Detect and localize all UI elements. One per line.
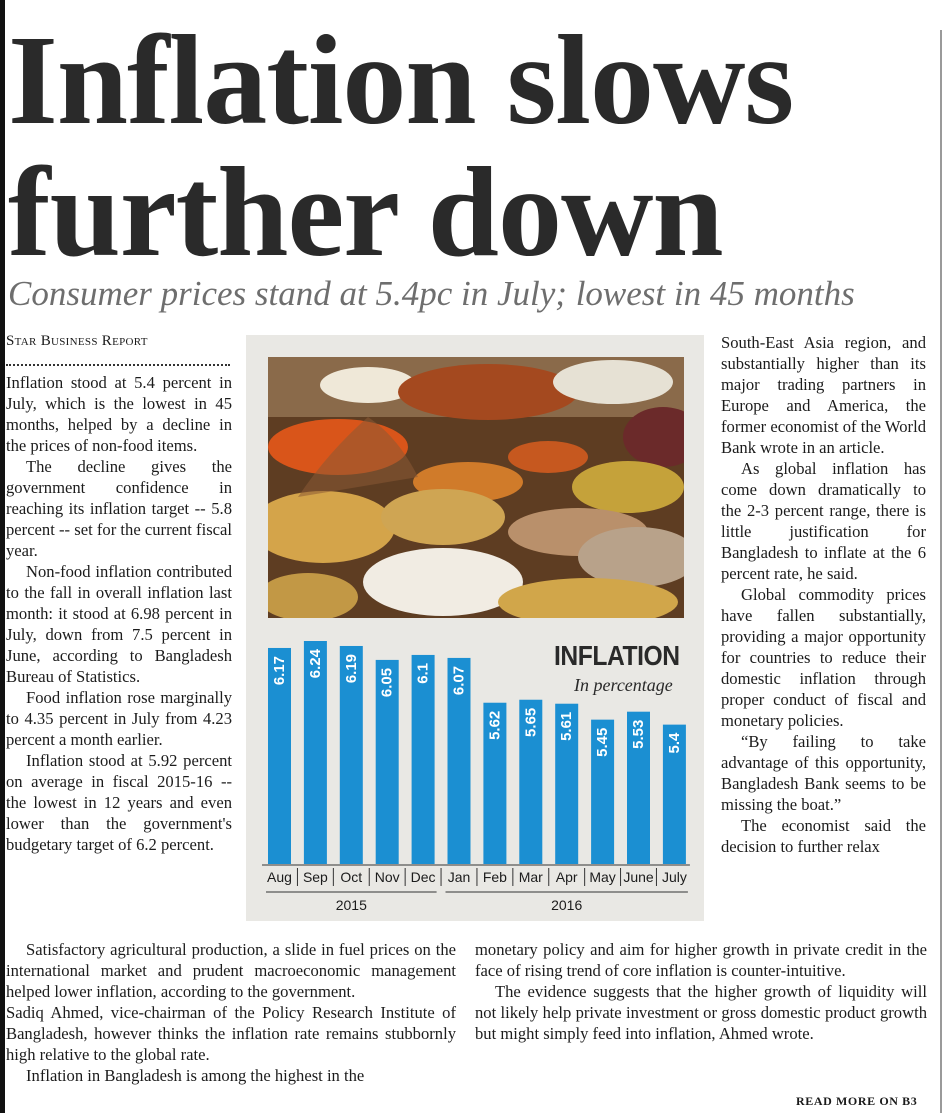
x-tick-label: Mar [518, 869, 543, 885]
left-border-rule [0, 0, 5, 1113]
byline-divider [6, 364, 230, 366]
headline: Inflation slows further down [8, 9, 794, 283]
bar-data-label: 5.53 [630, 719, 647, 749]
paragraph: Non-food inflation contributed to the fall in overall inflation last month: it stood at 6.98 percent in July, down from 7.5 percent in June, according to Bangladesh Bureau of Statistics. [6, 562, 232, 686]
paragraph: Inflation stood at 5.4 percent in July, which is the lowest in 45 months, helped by a decline in the prices of non-food items. [6, 373, 232, 455]
x-tick-label: May [589, 869, 616, 885]
x-tick-label: Apr [555, 869, 578, 885]
year-group-label: 2016 [551, 897, 583, 913]
article-column-bottom-right [475, 939, 927, 1044]
subheadline: Consumer prices stand at 5.4pc in July; lowest in 45 months [8, 274, 855, 313]
chart-title: INFLATION [554, 640, 680, 671]
bar-data-label: 6.19 [342, 653, 360, 684]
x-tick-label: Feb [482, 869, 507, 885]
x-tick-label: Jan [447, 869, 471, 885]
x-tick-label: Oct [340, 869, 363, 885]
article-column-right [721, 332, 926, 857]
chart-bar [412, 655, 435, 864]
bar-data-label: 5.61 [558, 711, 576, 741]
paragraph: The decline gives the government confidence in reaching its inflation target -- 5.8 percent -- set for the current fiscal year. [6, 457, 232, 560]
paragraph: As global inflation has come down dramatically to the 2-3 percent range, there is little justification for Bangladesh to inflate at the 6 percent rate, he said. [721, 459, 926, 583]
paragraph: South-East Asia region, and substantially higher than its major trading partners in Europe and America, the former economist of the World Bank wrote in an article. [721, 333, 926, 457]
article-column-left [6, 372, 232, 855]
bar-data-label: 6.05 [378, 667, 396, 698]
chart-subtitle: In percentage [574, 675, 673, 695]
right-column-rule [940, 30, 942, 1113]
paragraph: Inflation in Bangladesh is among the highest in the [26, 1066, 365, 1085]
paragraph: monetary policy and aim for higher growth in private credit in the face of rising trend of core inflation is counter-intuitive. [475, 940, 927, 980]
spice-market-illustration [268, 357, 684, 618]
bar-data-label: 5.62 [486, 710, 504, 740]
year-group-label: 2015 [335, 897, 367, 913]
x-tick-label: July [661, 869, 687, 885]
paragraph: Sadiq Ahmed, vice-chairman of the Policy Research Institute of Bangladesh, however thinks the inflation rate remains stubbornly high relative to the global rate. [6, 1003, 456, 1064]
paragraph: The evidence suggests that the higher growth of liquidity will not likely help private investment or gross domestic product growth but might simply feed into inflation, Ahmed wrote. [475, 982, 927, 1043]
x-tick-label: June [623, 869, 654, 885]
bar-data-label: 6.24 [306, 649, 324, 679]
x-tick-label: Dec [410, 869, 436, 885]
bar-data-label: 6.17 [271, 655, 288, 686]
read-more-link[interactable]: READ MORE ON B3 [796, 1094, 918, 1108]
byline: Star Business Report [6, 333, 148, 349]
bar-data-label: 6.1 [414, 662, 432, 684]
spice-market-photo [268, 357, 684, 618]
x-tick-label: Aug [267, 869, 292, 885]
paragraph: Food inflation rose marginally to 4.35 percent in July from 4.23 percent a month earlier. [6, 688, 232, 749]
paragraph: The economist said the decision to further relax [721, 816, 926, 856]
bar-data-label: 5.45 [594, 727, 612, 757]
x-tick-label: Sep [302, 869, 328, 885]
paragraph: Global commodity prices have fallen substantially, providing a major opportunity for countries to reduce their domestic inflation through proper conduct of fiscal and monetary policies. [721, 585, 926, 730]
paragraph: Inflation stood at 5.92 percent on average in fiscal 2015-16 -- the lowest in 12 years and even lower than the government's budgetary target of 6.2 percent. [6, 751, 232, 854]
article-column-bottom-left [6, 939, 456, 1086]
bar-data-label: 5.4 [665, 732, 683, 754]
paragraph: Satisfactory agricultural production, a slide in fuel prices on the international market and prudent macroeconomic management helped lower inflation, according to the government. [6, 940, 456, 1001]
bar-data-label: 6.07 [450, 665, 468, 696]
paragraph: “By failing to take advantage of this opportunity, Bangladesh Bank seems to be missing the boat.” [721, 732, 926, 814]
x-tick-label: Nov [374, 869, 400, 885]
bar-data-label: 5.65 [522, 707, 540, 737]
